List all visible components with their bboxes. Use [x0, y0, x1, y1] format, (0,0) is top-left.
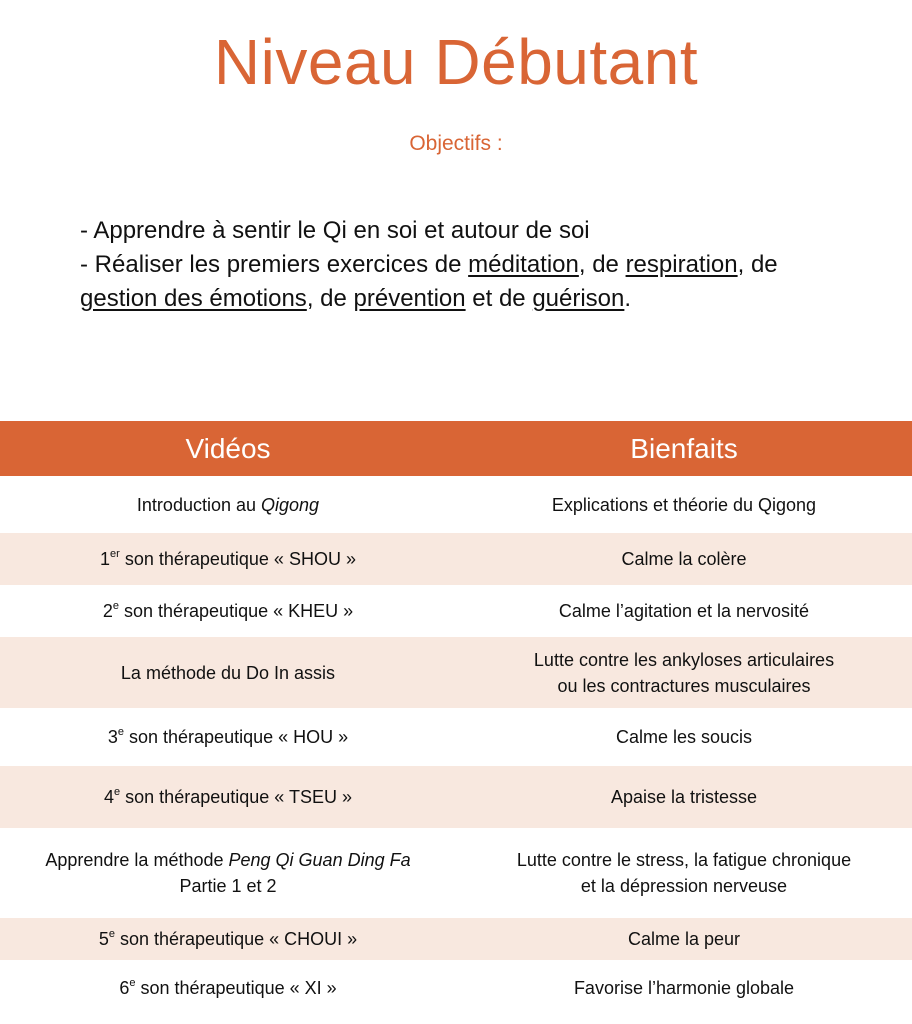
video-title: 4e son thérapeutique « TSEU »	[104, 786, 352, 807]
table-row	[0, 708, 912, 766]
keyword-meditation: méditation	[468, 251, 579, 278]
objective-text: - Réaliser les premiers exercices de	[80, 251, 469, 278]
objective-text: , de	[578, 251, 626, 278]
video-cell	[0, 766, 456, 828]
video-cell	[0, 533, 456, 585]
benefit-cell: Calme la peur	[627, 929, 741, 949]
video-title: Apprendre la méthode Peng Qi Guan Ding Fa	[45, 850, 411, 870]
header-videos: Vidéos	[185, 432, 271, 464]
benefit-cell: Favorise l’harmonie globale	[573, 978, 795, 998]
keyword-prevention: prévention	[353, 285, 466, 312]
table-row	[0, 766, 912, 828]
benefit-cell: Calme l’agitation et la nervosité	[558, 601, 810, 621]
benefit-cell: Lutte contre le stress, la fatigue chronique et la dépression nerveuse	[516, 850, 852, 896]
video-cell	[0, 828, 456, 918]
keyword-respiration: respiration	[625, 251, 738, 278]
benefit-cell: Explications et théorie du Qigong	[551, 494, 817, 515]
table-header	[0, 421, 912, 476]
keyword-gestion-emotions: gestion des émotions	[80, 285, 307, 312]
objectives-list	[80, 214, 880, 316]
benefit-cell: Calme les soucis	[615, 727, 753, 747]
table-row	[0, 585, 912, 637]
objective-item	[80, 248, 880, 316]
video-cell	[0, 960, 456, 1016]
table-row	[0, 918, 912, 960]
objective-text: , de	[306, 285, 354, 312]
video-cell	[0, 708, 456, 766]
objective-text: et de	[465, 285, 533, 312]
video-title: Introduction au Qigong	[136, 494, 320, 515]
video-title: 6e son thérapeutique « XI »	[119, 977, 337, 998]
video-title: La méthode du Do In assis	[120, 662, 336, 683]
table-row	[0, 828, 912, 918]
video-cell	[0, 918, 456, 960]
objectives-heading: Objectifs :	[409, 132, 503, 155]
benefit-cell: Apaise la tristesse	[610, 787, 758, 807]
table-row	[0, 960, 912, 1016]
benefit-cell: Lutte contre les ankyloses articulaires ou les contractures musculaires	[533, 649, 835, 696]
table-row	[0, 637, 912, 708]
video-cell	[0, 637, 456, 708]
video-title: 1er son thérapeutique « SHOU »	[100, 548, 356, 569]
video-cell	[0, 585, 456, 637]
header-bienfaits: Bienfaits	[630, 432, 738, 464]
objective-text: , de	[737, 251, 778, 278]
video-subtitle: Partie 1 et 2	[179, 876, 277, 896]
objective-text: .	[624, 285, 632, 312]
video-title: 2e son thérapeutique « KHEU »	[102, 600, 354, 621]
video-title: 5e son thérapeutique « CHOUI »	[98, 928, 358, 949]
table-row	[0, 533, 912, 585]
objective-item: - Apprendre à sentir le Qi en soi et autour de soi	[80, 217, 590, 244]
keyword-guerison: guérison	[532, 285, 625, 312]
benefit-cell: Calme la colère	[621, 549, 747, 569]
table-row	[0, 476, 912, 533]
video-title: 3e son thérapeutique « HOU »	[107, 726, 349, 747]
page-title: Niveau Débutant	[213, 26, 699, 98]
video-cell	[0, 476, 456, 533]
videos-table	[0, 421, 912, 1016]
